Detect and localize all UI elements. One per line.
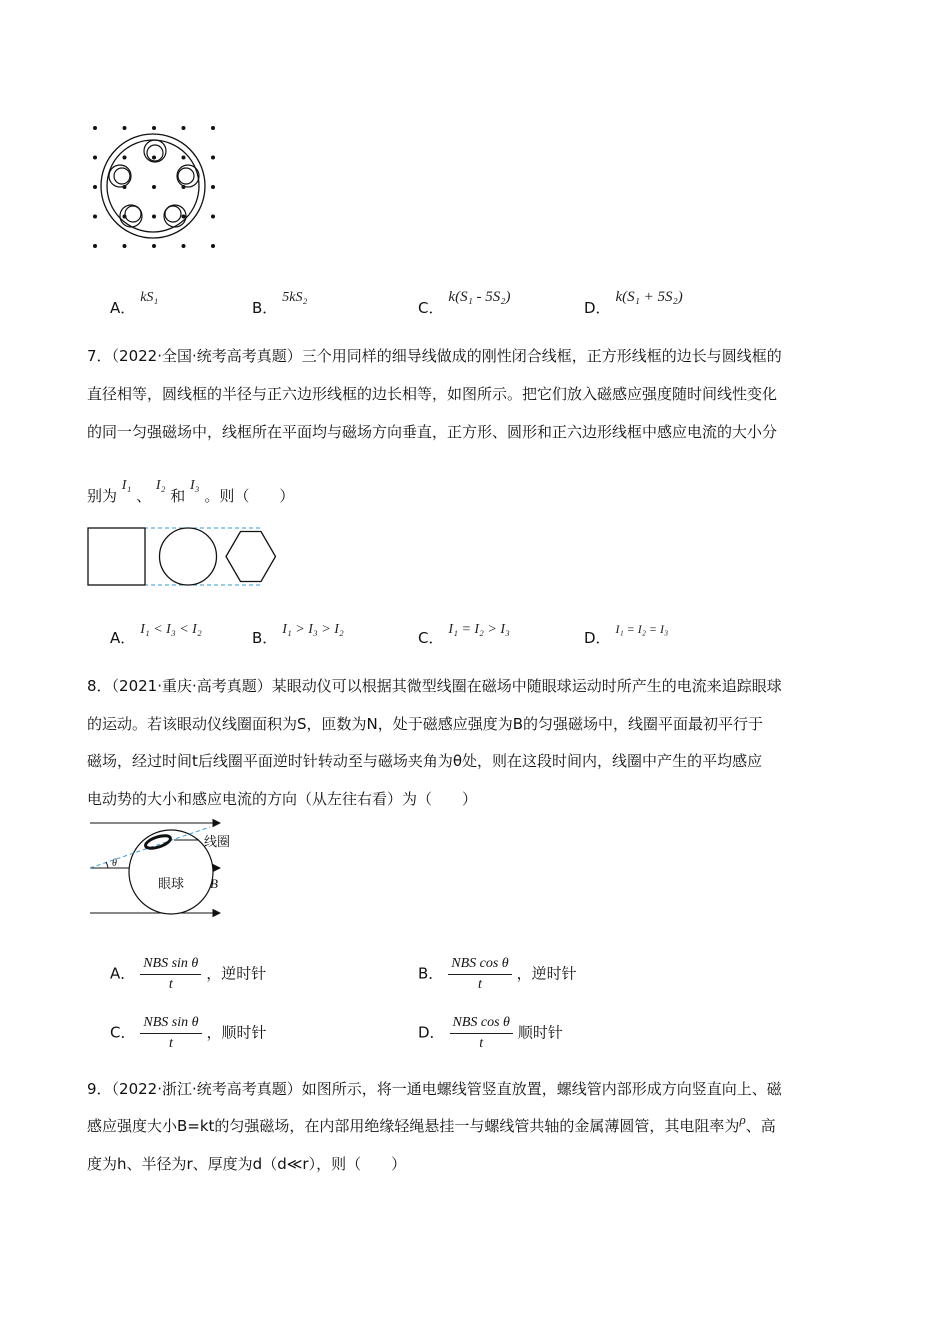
option-label: C． [418, 629, 444, 647]
field-dot [123, 244, 127, 248]
q8-text-line-3: 磁场，经过时间t后线圈平面逆时针转动至与磁场夹角为θ处，则在这段时间内，线圈中产生的平均感应 [87, 752, 763, 770]
fraction-denominator: t [169, 1036, 173, 1051]
fraction-numerator: NBS sin θ [140, 1015, 201, 1034]
q7-option-a[interactable] [110, 622, 202, 648]
q7-option-c[interactable] [418, 622, 510, 648]
q9-line2-a: 感应强度大小B=kt的匀强磁场，在内部用绝缘轻绳悬挂一与螺线管共轴的金属薄圆管，其电阻率为 [87, 1117, 740, 1135]
q8-eye-label: 眼球 [158, 877, 185, 892]
field-dot [211, 215, 215, 219]
q9-text-line-2 [87, 1112, 776, 1138]
option-expr: I₁ = I₂ > I₃ [448, 622, 510, 637]
q7-var-i1: I₁ [121, 478, 132, 493]
field-dot [123, 126, 127, 130]
q8-option-a[interactable] [110, 956, 266, 993]
option-label: D． [584, 629, 611, 647]
field-dot [182, 244, 186, 248]
field-dot [211, 126, 215, 130]
field-dot [211, 185, 215, 189]
fraction-denominator: t [168, 977, 173, 992]
option-label: B． [418, 964, 444, 983]
field-dot [93, 156, 97, 160]
option-label: A． [110, 964, 136, 983]
field-dot [152, 126, 156, 130]
option-suffix: ，逆时针 [516, 964, 577, 983]
field-dot [211, 156, 215, 160]
field-dot [152, 244, 156, 248]
q8-angle-label: θ [112, 858, 117, 869]
option-label: A． [110, 299, 136, 317]
option-label: C． [110, 1023, 136, 1042]
option-expr: kS₁ [140, 290, 159, 305]
q7-var-i3: I₃ [190, 478, 200, 493]
q7-text-line-4 [87, 478, 295, 509]
option-expr: I₁ > I₃ > I₂ [282, 622, 344, 637]
q7-line4-prefix: 别为 [87, 487, 118, 505]
q9-text-line-1: 9．（2022·浙江·统考高考真题）如图所示，将一通电螺线管竖直放置，螺线管内部形成方向竖直向上、磁 [87, 1080, 782, 1098]
field-dot [211, 244, 215, 248]
q6-option-a[interactable] [110, 290, 159, 318]
field-dot [123, 156, 127, 160]
q8-option-d[interactable] [418, 1015, 563, 1052]
fraction-denominator: t [478, 977, 482, 992]
q8-eye-figure [86, 816, 246, 918]
q7-text-line-2: 直径相等，圆线框的半径与正六边形线框的边长相等，如图所示。把它们放入磁感应强度随时间线性变化 [87, 385, 778, 403]
q8-coil-label: 线圈 [204, 835, 231, 850]
fraction-denominator: t [479, 1036, 484, 1051]
q7-var-i2: I₂ [155, 478, 166, 493]
field-dot [93, 185, 97, 189]
q8-option-b[interactable] [418, 956, 577, 993]
q7-frames-figure [86, 524, 281, 590]
option-suffix: ，逆时针 [206, 964, 267, 983]
q7-text-line-3: 的同一匀强磁场中，线框所在平面均与磁场方向垂直，正方形、圆形和正六边形线框中感应电流的大小分 [87, 423, 778, 441]
option-fraction [450, 1015, 513, 1052]
q8-text-line-1: 8．（2021·重庆·高考真题）某眼动仪可以根据其微型线圈在磁场中随眼球运动时所产生的电流来追踪眼球 [87, 677, 782, 695]
option-fraction [448, 956, 511, 993]
option-expr: I₁ < I₃ < I₂ [140, 622, 202, 637]
field-dot [182, 156, 186, 160]
field-dot [152, 156, 156, 160]
fraction-numerator: NBS sin θ [140, 956, 201, 975]
q7-text-line-1: 7．（2022·全国·统考高考真题）三个用同样的细导线做成的刚性闭合线框，正方形线框的边长与圆线框的 [87, 347, 782, 365]
q8-field-label: B [210, 876, 218, 891]
q7-option-d[interactable] [584, 622, 669, 648]
option-fraction [140, 1015, 201, 1052]
option-expr: 5kS₂ [282, 290, 308, 305]
option-expr: I₁ = I₂ = I₃ [615, 622, 669, 636]
option-label: D． [418, 1023, 445, 1042]
option-label: A． [110, 629, 136, 647]
option-label: C． [418, 299, 444, 317]
q6-option-b[interactable] [252, 290, 308, 318]
q8-option-c[interactable] [110, 1015, 266, 1052]
q6-option-c[interactable] [418, 289, 511, 318]
field-dot [152, 215, 156, 219]
q7-option-b[interactable] [252, 622, 344, 648]
option-label: B． [252, 299, 278, 317]
option-expr: k(S₁ - 5S₂) [448, 289, 511, 305]
q8-text-line-2: 的运动。若该眼动仪线圈面积为S，匝数为N，处于磁感应强度为B的匀强磁场中，线圈平面最初平行于 [87, 715, 764, 733]
q6-option-d[interactable] [584, 289, 683, 318]
option-suffix: ，顺时针 [206, 1023, 267, 1042]
q7-line4-suffix: 。则（ ） [204, 487, 295, 505]
q9-rho-symbol: ρ [739, 1112, 746, 1127]
field-dot [182, 215, 186, 219]
field-dot [152, 185, 156, 189]
field-dot [93, 244, 97, 248]
q7-line4-sep2: 和 [170, 487, 186, 505]
fraction-numerator: NBS cos θ [448, 956, 511, 975]
option-label: B． [252, 629, 278, 647]
q6-field-figure [85, 118, 225, 258]
field-dot [182, 126, 186, 130]
q9-line2-b: 、高 [745, 1117, 776, 1135]
field-dot [93, 126, 97, 130]
fraction-numerator: NBS cos θ [450, 1015, 513, 1034]
option-fraction [140, 956, 201, 993]
q8-text-line-4: 电动势的大小和感应电流的方向（从左往右看）为（ ） [87, 790, 478, 808]
field-dot [93, 215, 97, 219]
option-label: D． [584, 299, 611, 317]
q9-text-line-3: 度为h、半径为r、厚度为d（d≪r），则（ ） [87, 1155, 407, 1173]
q7-line4-sep1: 、 [136, 487, 152, 505]
option-suffix: 顺时针 [517, 1023, 563, 1042]
option-expr: k(S₁ + 5S₂) [615, 289, 683, 305]
